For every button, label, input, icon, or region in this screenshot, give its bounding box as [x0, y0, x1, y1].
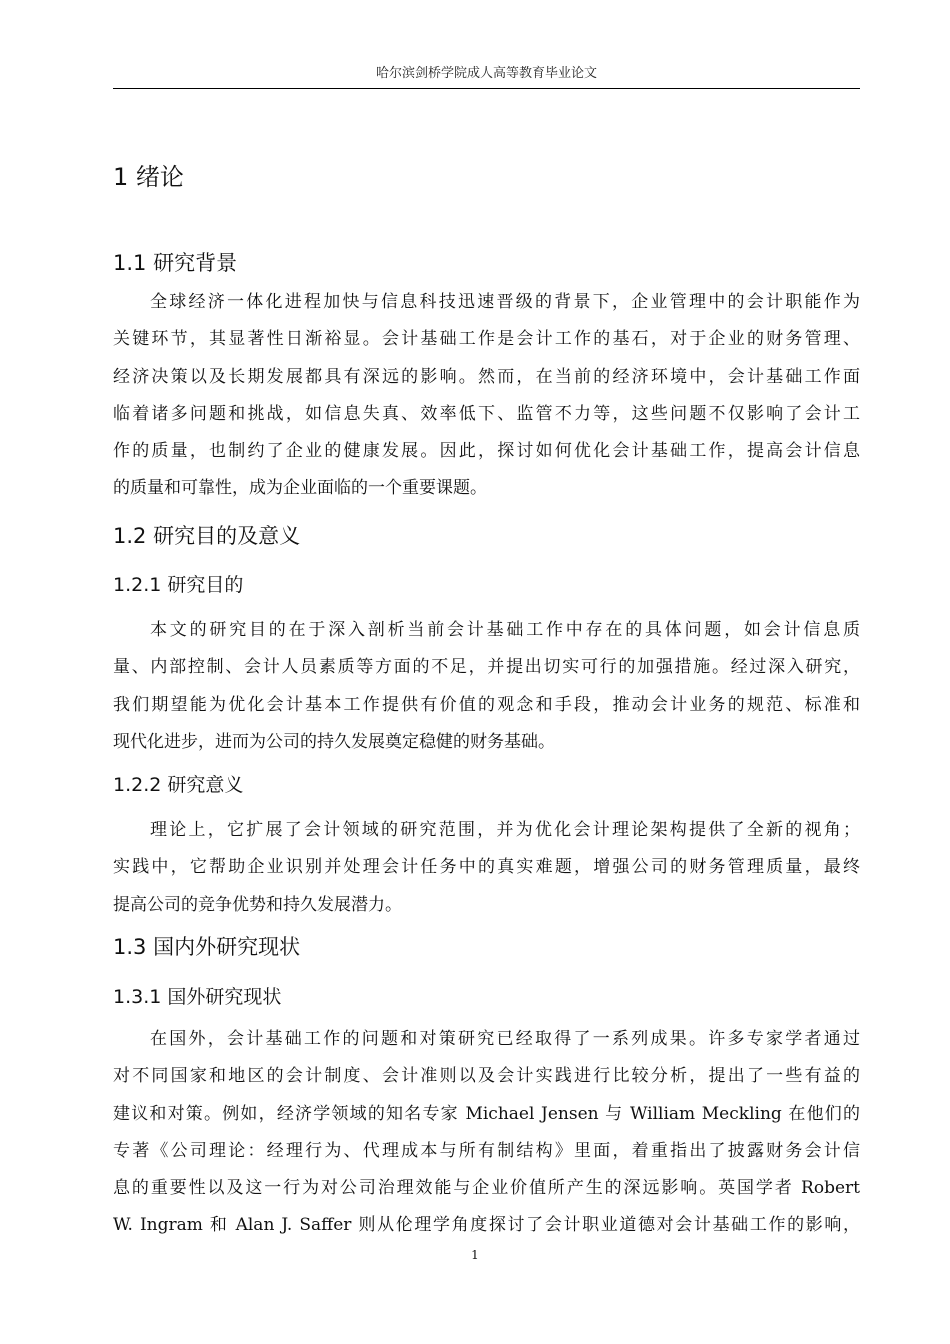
text-line: 作的质量，也制约了企业的健康发展。因此，探讨如何优化会计基础工作，提高会计信息 [113, 441, 860, 462]
running-header: 哈尔滨剑桥学院成人高等教育毕业论文 [375, 66, 597, 81]
paragraph-foreign-research [113, 1021, 860, 1245]
section-heading-1-2-1: 1.2.1 研究目的 [113, 574, 244, 596]
text-line: 专著《公司理论：经理行为、代理成本与所有制结构》里面，着重指出了披露财务会计信 [113, 1140, 860, 1161]
text-line: 关键环节，其显著性日渐裕显。会计基础工作是会计工作的基石，对于企业的财务管理、 [113, 329, 860, 350]
text-line: 的质量和可靠性，成为企业面临的一个重要课题。 [113, 478, 487, 499]
text-line: W. Ingram 和 Alan J. Saffer 则从伦理学角度探讨了会计职业道德对会计基础工作的影响， [113, 1215, 860, 1236]
text-line: 量、内部控制、会计人员素质等方面的不足，并提出切实可行的加强措施。经过深入研究， [113, 657, 860, 678]
text-line: 提高公司的竞争优势和持久发展潜力。 [113, 894, 402, 915]
text-line: 建议和对策。例如，经济学领域的知名专家 Michael Jensen 与 William Meckling 在他们的 [113, 1103, 860, 1124]
text-line: 我们期望能为优化会计基本工作提供有价值的观念和手段，推动会计业务的规范、标准和 [113, 694, 860, 715]
text-line: 理论上，它扩展了会计领域的研究范围，并为优化会计理论架构提供了全新的视角； [150, 820, 860, 840]
section-heading-1-3-1: 1.3.1 国外研究现状 [113, 986, 282, 1008]
page-number: 1 [471, 1248, 479, 1262]
paragraph-research-significance [113, 812, 860, 924]
text-line: 临着诸多问题和挑战，如信息失真、效率低下、监管不力等，这些问题不仅影响了会计工 [113, 403, 860, 424]
text-line: 全球经济一体化进程加快与信息科技迅速晋级的背景下，企业管理中的会计职能作为 [150, 292, 860, 312]
section-heading-1-1: 1.1 研究背景 [113, 251, 238, 275]
paragraph-research-purpose [113, 612, 860, 761]
text-line: 本文的研究目的在于深入剖析当前会计基础工作中存在的具体问题，如会计信息质 [150, 620, 860, 640]
paragraph-research-background [113, 284, 860, 508]
chapter-title: 1 绪论 [113, 163, 184, 191]
text-line: 实践中，它帮助企业识别并处理会计任务中的真实难题，增强公司的财务管理质量，最终 [113, 857, 860, 878]
text-line: 对不同国家和地区的会计制度、会计准则以及会计实践进行比较分析，提出了一些有益的 [113, 1066, 860, 1087]
section-heading-1-3: 1.3 国内外研究现状 [113, 935, 301, 959]
text-line: 在国外，会计基础工作的问题和对策研究已经取得了一系列成果。许多专家学者通过 [150, 1029, 860, 1049]
text-line: 息的重要性以及这一行为对公司治理效能与企业价值所产生的深远影响。英国学者 Robert [113, 1178, 860, 1199]
text-line: 现代化进步，进而为公司的持久发展奠定稳健的财务基础。 [113, 731, 555, 752]
text-line: 经济决策以及长期发展都具有深远的影响。然而，在当前的经济环境中，会计基础工作面 [113, 366, 860, 387]
section-heading-1-2-2: 1.2.2 研究意义 [113, 774, 244, 796]
section-heading-1-2: 1.2 研究目的及意义 [113, 524, 301, 548]
header-rule [113, 88, 860, 89]
